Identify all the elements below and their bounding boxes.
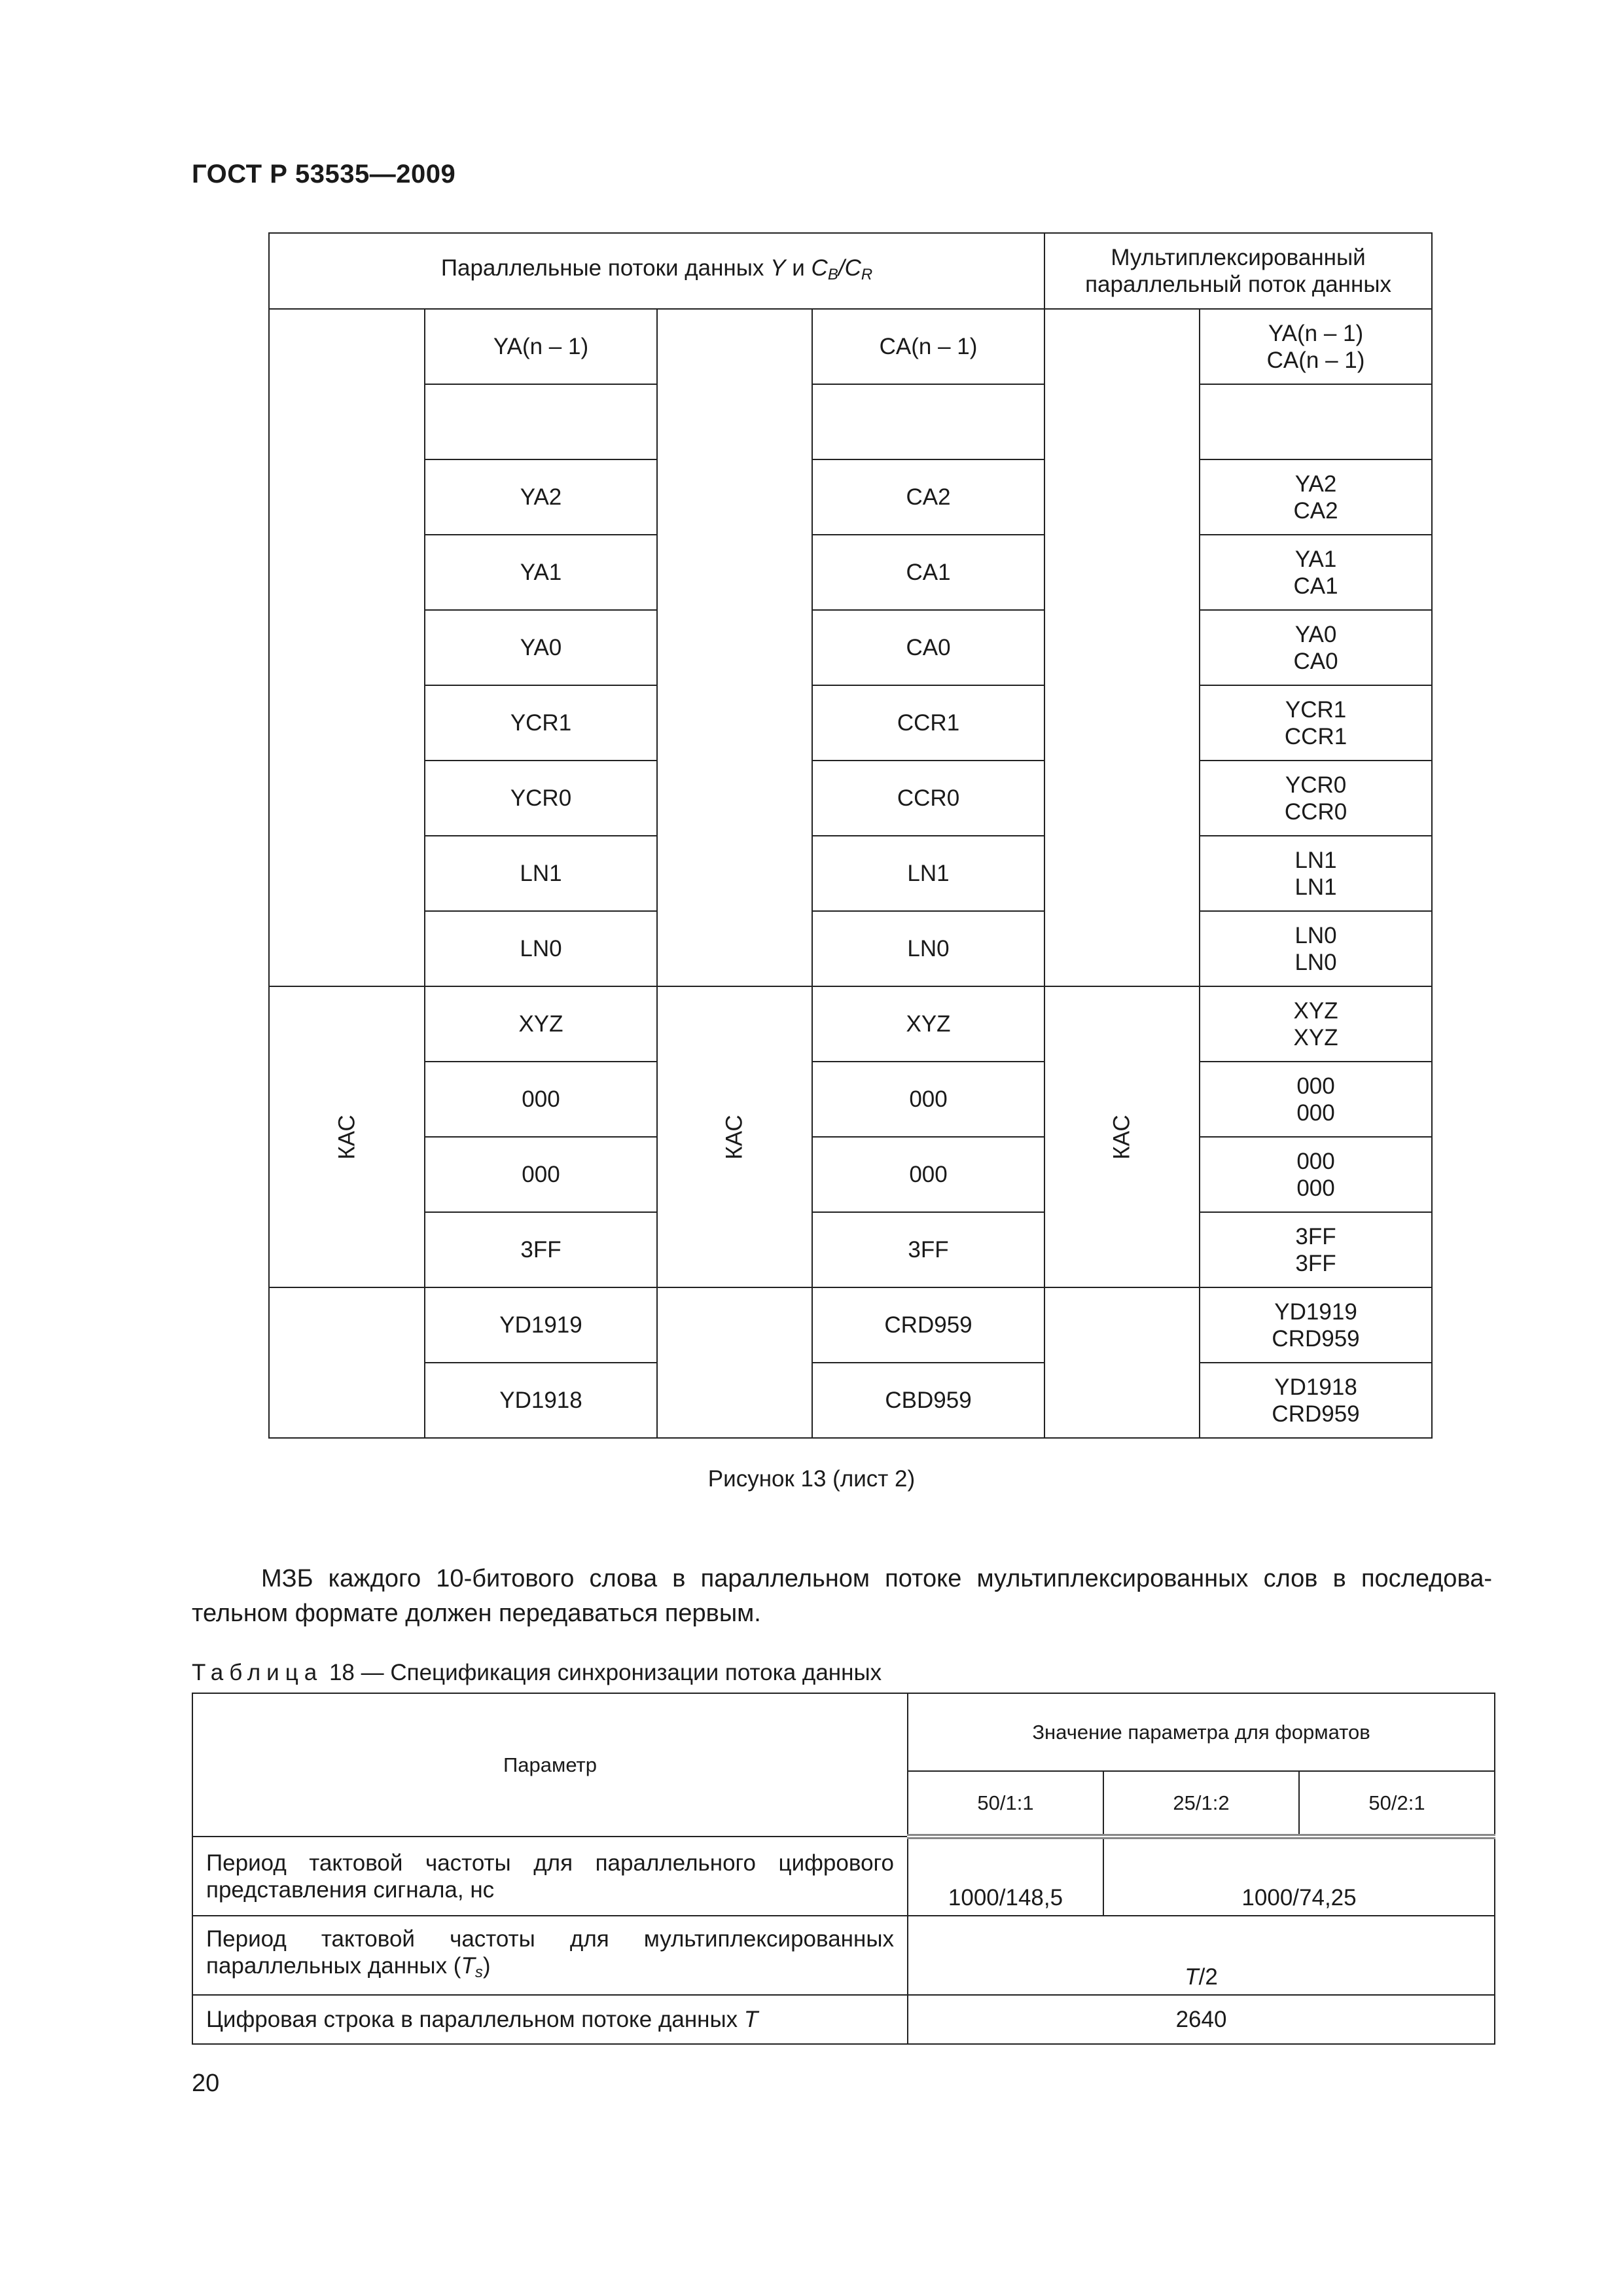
paragraph-line-2: тельном формате должен передаваться первым.: [192, 1600, 761, 1627]
symbol-y: Y: [770, 255, 786, 281]
y-stream-cell: LN0: [425, 911, 657, 986]
row-value: 2640: [908, 1995, 1495, 2044]
figure-row: [269, 685, 1432, 761]
kac-label: КАС: [722, 1114, 747, 1160]
table-row: [192, 1837, 1495, 1916]
c-stream-cell: 000: [812, 1062, 1044, 1137]
row-label: Период тактовой частоты для параллельного цифрового представления сигнала, нс: [192, 1837, 908, 1916]
kac-cell: [657, 986, 812, 1287]
figure-row: [269, 309, 1432, 384]
c-stream-cell: CA0: [812, 610, 1044, 685]
c-stream-cell: CCR1: [812, 685, 1044, 761]
figure-row: [269, 459, 1432, 535]
symbol-t: T: [743, 2007, 758, 2032]
row-value: [908, 1916, 1495, 1995]
c-stream-cell: CA2: [812, 459, 1044, 535]
row-label-text: Период тактовой частоты для мультиплексированных параллельных данных (: [206, 1926, 894, 1979]
document-header: ГОСТ Р 53535—2009: [192, 160, 456, 188]
y-stream-cell: YA1: [425, 535, 657, 610]
multiplexed-cell: [1200, 1287, 1432, 1363]
value-rest: /2: [1198, 1964, 1218, 1990]
kac-cell: [1044, 986, 1200, 1287]
multiplexed-line-1: YD1919: [1274, 1299, 1357, 1325]
symbol-t: T: [461, 1952, 475, 1979]
multiplexed-line-1: LN1: [1294, 847, 1337, 873]
multiplexed-line-2: CA(n – 1): [1266, 347, 1365, 373]
symbol-c: C: [844, 255, 861, 281]
table-header-row-1: [192, 1693, 1495, 1771]
figure-row: [269, 1212, 1432, 1287]
multiplexed-stream-header: [1044, 233, 1432, 309]
kac-cell: [269, 986, 425, 1287]
multiplexed-line-1: 000: [1296, 1073, 1335, 1099]
multiplexed-line-2: CA2: [1293, 497, 1338, 524]
multiplexed-line-2: LN1: [1294, 874, 1337, 900]
multiplexed-cell: [1200, 1137, 1432, 1212]
multiplexed-cell: [1200, 986, 1432, 1062]
figure-row: [269, 1287, 1432, 1363]
figure-13-table: [268, 232, 1433, 1439]
figure-row: [269, 911, 1432, 986]
multiplexed-cell: [1200, 1363, 1432, 1438]
multiplexed-header-line2: параллельный поток данных: [1085, 272, 1391, 297]
subscript-b: B: [827, 265, 838, 283]
c-stream-cell: XYZ: [812, 986, 1044, 1062]
multiplexed-line-1: 3FF: [1295, 1223, 1336, 1249]
y-stream-cell: [425, 384, 657, 459]
multiplexed-line-1: XYZ: [1293, 997, 1338, 1024]
row-value: 1000/148,5: [908, 1837, 1103, 1916]
value-header: Значение параметра для форматов: [908, 1693, 1495, 1771]
conjunction: и: [792, 255, 805, 281]
multiplexed-cell: [1200, 1062, 1432, 1137]
blank-group-cell: [269, 309, 425, 986]
c-stream-cell: CBD959: [812, 1363, 1044, 1438]
kac-label: КАС: [334, 1114, 360, 1160]
format-header: 50/2:1: [1299, 1771, 1495, 1837]
slash: /: [838, 255, 845, 281]
c-stream-cell: 3FF: [812, 1212, 1044, 1287]
multiplexed-cell: [1200, 459, 1432, 535]
multiplexed-line-1: YA0: [1294, 621, 1337, 647]
multiplexed-line-1: LN0: [1294, 922, 1337, 948]
format-header: 50/1:1: [908, 1771, 1103, 1837]
multiplexed-line-1: YCR0: [1285, 772, 1347, 798]
multiplexed-line-2: CCR1: [1284, 723, 1347, 749]
figure-row: [269, 761, 1432, 836]
multiplexed-line-1: YA(n – 1): [1268, 320, 1364, 346]
c-stream-cell: 000: [812, 1137, 1044, 1212]
multiplexed-line-2: 000: [1296, 1100, 1335, 1126]
multiplexed-line-2: CA0: [1293, 648, 1338, 674]
c-stream-cell: [812, 384, 1044, 459]
figure-row: [269, 610, 1432, 685]
row-label: [192, 1916, 908, 1995]
figure-row: [269, 384, 1432, 459]
symbol-t: T: [1185, 1964, 1199, 1990]
y-stream-cell: 3FF: [425, 1212, 657, 1287]
format-header: 25/1:2: [1103, 1771, 1299, 1837]
multiplexed-line-2: CA1: [1293, 573, 1338, 599]
blank-group-cell: [657, 309, 812, 986]
multiplexed-header-line1: Мультиплексированный: [1111, 245, 1366, 270]
figure-row: [269, 836, 1432, 911]
y-stream-cell: YA(n – 1): [425, 309, 657, 384]
y-stream-cell: YCR1: [425, 685, 657, 761]
y-stream-cell: YA0: [425, 610, 657, 685]
figure-row: [269, 986, 1432, 1062]
blank-group-cell: [1044, 309, 1200, 986]
multiplexed-line-2: CRD959: [1272, 1325, 1360, 1352]
multiplexed-cell: [1200, 309, 1432, 384]
y-stream-cell: YD1918: [425, 1363, 657, 1438]
multiplexed-line-2: 3FF: [1295, 1250, 1336, 1276]
table-row: [192, 1995, 1495, 2044]
figure-header-row: [269, 233, 1432, 309]
multiplexed-cell: [1200, 535, 1432, 610]
multiplexed-cell: [1200, 911, 1432, 986]
figure-row: [269, 1363, 1432, 1438]
y-stream-cell: YD1919: [425, 1287, 657, 1363]
paragraph-line-1: МЗБ каждого 10-битового слова в параллельном потоке мультиплексированных слов в последова-: [261, 1565, 1492, 1592]
y-stream-cell: YA2: [425, 459, 657, 535]
closing-paren: ): [482, 1952, 491, 1979]
blank-group-cell: [657, 1287, 812, 1438]
row-label: [192, 1995, 908, 2044]
figure-row: [269, 1137, 1432, 1212]
param-header: Параметр: [192, 1693, 908, 1837]
multiplexed-line-2: CCR0: [1284, 798, 1347, 825]
figure-caption: Рисунок 13 (лист 2): [707, 1466, 916, 1492]
multiplexed-line-1: YA2: [1294, 471, 1337, 497]
multiplexed-line-2: XYZ: [1293, 1024, 1338, 1050]
table-18: [192, 1693, 1495, 2045]
multiplexed-line-2: 000: [1296, 1175, 1335, 1201]
blank-group-cell: [269, 1287, 425, 1438]
c-stream-cell: CA1: [812, 535, 1044, 610]
figure-row: [269, 535, 1432, 610]
c-stream-cell: CRD959: [812, 1287, 1044, 1363]
c-stream-cell: CCR0: [812, 761, 1044, 836]
multiplexed-cell: [1200, 610, 1432, 685]
y-stream-cell: LN1: [425, 836, 657, 911]
multiplexed-line-1: YCR1: [1285, 696, 1347, 723]
table-caption-text: 18 — Спецификация синхронизации потока данных: [329, 1660, 882, 1685]
table-caption-word: Таблица: [192, 1660, 323, 1685]
y-stream-cell: YCR0: [425, 761, 657, 836]
multiplexed-line-2: CRD959: [1272, 1401, 1360, 1427]
page-number: 20: [192, 2070, 220, 2097]
multiplexed-cell: [1200, 761, 1432, 836]
y-stream-cell: 000: [425, 1062, 657, 1137]
subscript-r: R: [861, 265, 873, 283]
c-stream-cell: LN1: [812, 836, 1044, 911]
row-label-text: Цифровая строка в параллельном потоке данных: [206, 2007, 738, 2032]
parallel-streams-header: [269, 233, 1044, 309]
multiplexed-line-1: YD1918: [1274, 1374, 1357, 1400]
figure-body: [269, 309, 1432, 1438]
multiplexed-line-2: LN0: [1294, 949, 1337, 975]
row-value: 1000/74,25: [1103, 1837, 1495, 1916]
multiplexed-cell: [1200, 1212, 1432, 1287]
multiplexed-cell: [1200, 384, 1432, 459]
blank-group-cell: [1044, 1287, 1200, 1438]
table-18-caption: [192, 1660, 882, 1686]
multiplexed-cell: [1200, 685, 1432, 761]
subscript-s: s: [474, 1963, 483, 1981]
multiplexed-cell: [1200, 836, 1432, 911]
multiplexed-line-1: 000: [1296, 1148, 1335, 1174]
table-row: [192, 1916, 1495, 1995]
body-paragraph: [192, 1562, 1492, 1631]
c-stream-cell: LN0: [812, 911, 1044, 986]
c-stream-cell: CA(n – 1): [812, 309, 1044, 384]
y-stream-cell: 000: [425, 1137, 657, 1212]
figure-row: [269, 1062, 1432, 1137]
symbol-c: C: [811, 255, 828, 281]
kac-label: КАС: [1109, 1114, 1135, 1160]
y-stream-cell: XYZ: [425, 986, 657, 1062]
multiplexed-line-1: YA1: [1294, 546, 1337, 572]
parallel-streams-label: Параллельные потоки данных: [440, 255, 764, 281]
